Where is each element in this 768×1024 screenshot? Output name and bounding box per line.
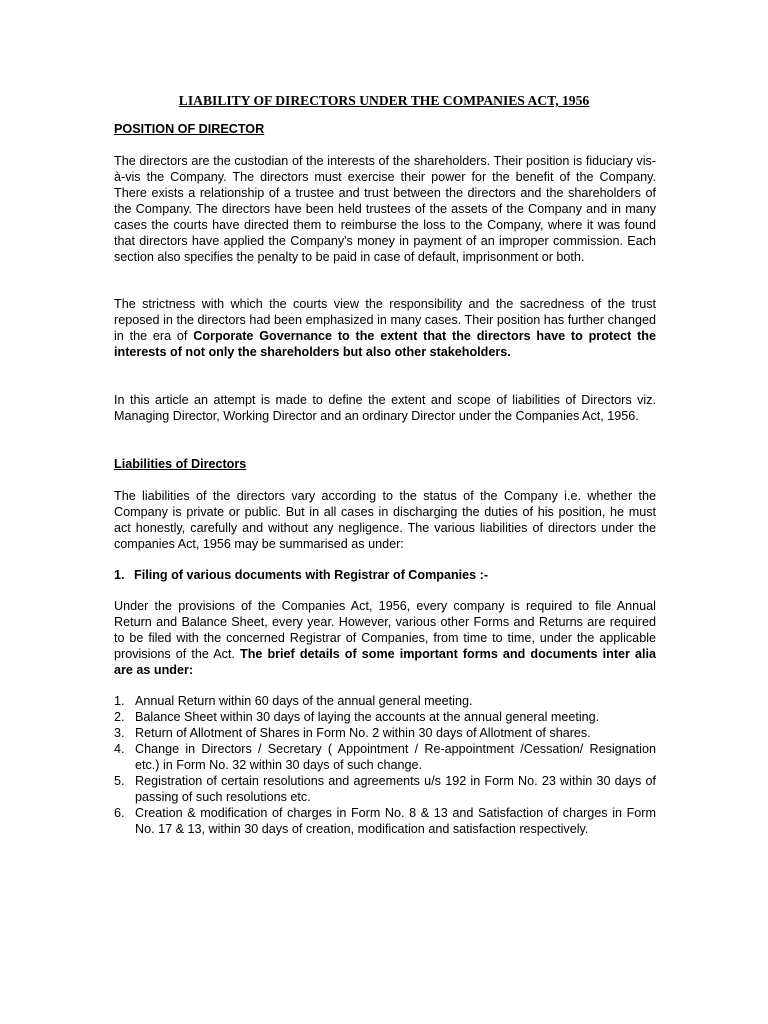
- list-item: [114, 709, 656, 725]
- subsection-heading-text: Filing of various documents with Registrar of Companies :-: [134, 568, 489, 582]
- list-item-text: Creation & modification of charges in Form No. 8 & 13 and Satisfaction of charges in Form No. 17 & 13, within 30 days of creation, modification and satisfaction respectively.: [135, 806, 656, 836]
- paragraph: [114, 598, 656, 678]
- list-item-text: Return of Allotment of Shares in Form No. 2 within 30 days of Allotment of shares.: [135, 726, 591, 740]
- list-item-number: 5.: [114, 774, 125, 788]
- list-item: [114, 741, 656, 773]
- list-item: [114, 693, 656, 709]
- list-item-text: Registration of certain resolutions and agreements u/s 192 in Form No. 23 within 30 days of passing of such resolutions etc.: [135, 774, 656, 804]
- paragraph-text: The directors are the custodian of the interests of the shareholders. Their position is fiduciary vis-à-vis the Company. The directors must exercise their power for the benefit of the Company. There exists a relationship of a trustee and trust between the directors and the shareholders of the Company. The directors have been held trustees of the assets of the Company and in many cases the courts have directed them to reimburse the loss to the Company, where it was found that directors have applied the Company's money in payment of an improper commission. Each section also specifies the penalty to be paid in case of default, imprisonment or both.: [114, 154, 656, 264]
- subsection-heading-filing: [114, 567, 656, 583]
- list-item: [114, 805, 656, 837]
- paragraph-text-normal: The strictness with which the courts view the responsibility and the sacredness of the trust reposed in the directors had been emphasized in many cases. Their position has further changed in the era of: [114, 297, 656, 343]
- list-item: [114, 725, 656, 741]
- paragraph: [114, 392, 656, 424]
- list-item-number: 2.: [114, 710, 125, 724]
- list-item-number: 6.: [114, 806, 125, 820]
- section-heading: Liabilities of Directors: [114, 457, 247, 471]
- paragraph-text: The liabilities of the directors vary according to the status of the Company i.e. whether the Company is private or public. But in all cases in discharging the duties of his position, he must act honestly, carefully and without any negligence. The various liabilities of directors under the companies Act, 1956 may be summarised as under:: [114, 489, 656, 551]
- list-item-number: 1.: [114, 694, 125, 708]
- paragraph-text-bold: The brief details of some important forms and documents inter alia are as under:: [114, 647, 656, 677]
- section-heading: POSITION OF DIRECTOR: [114, 122, 265, 136]
- paragraph: [114, 488, 656, 552]
- subsection-number: 1.: [114, 568, 125, 582]
- forms-list: [114, 693, 656, 837]
- list-item-text: Annual Return within 60 days of the annual general meeting.: [135, 694, 473, 708]
- list-item-number: 3.: [114, 726, 125, 740]
- list-item-text: Change in Directors / Secretary ( Appointment / Re-appointment /Cessation/ Resignation etc.) in Form No. 32 within 30 days of such change.: [135, 742, 656, 772]
- paragraph-text: In this article an attempt is made to define the extent and scope of liabilities of Directors viz. Managing Director, Working Director and an ordinary Director under the Companies Act, 1956.: [114, 393, 656, 423]
- section-position-of-director: [114, 121, 656, 137]
- paragraph: [114, 153, 656, 265]
- list-item-number: 4.: [114, 742, 125, 756]
- document-title: LIABILITY OF DIRECTORS UNDER THE COMPANIES ACT, 1956: [178, 93, 590, 108]
- paragraph-text-bold: Corporate Governance to the extent that the directors have to protect the interests of not only the shareholders but also other stakeholders.: [114, 329, 656, 359]
- paragraph-text: [114, 598, 656, 678]
- paragraph-text: [114, 296, 656, 360]
- list-item-text: Balance Sheet within 30 days of laying the accounts at the annual general meeting.: [135, 710, 600, 724]
- list-item: [114, 773, 656, 805]
- paragraph: [114, 296, 656, 360]
- section-liabilities-of-directors: [114, 456, 656, 472]
- paragraph-text-normal: Under the provisions of the Companies Act, 1956, every company is required to file Annual Return and Balance Sheet, every year. However, various other Forms and Returns are required to be filed with the concerned Registrar of Companies, from time to time, under the applicable provisions of the Act.: [114, 599, 656, 661]
